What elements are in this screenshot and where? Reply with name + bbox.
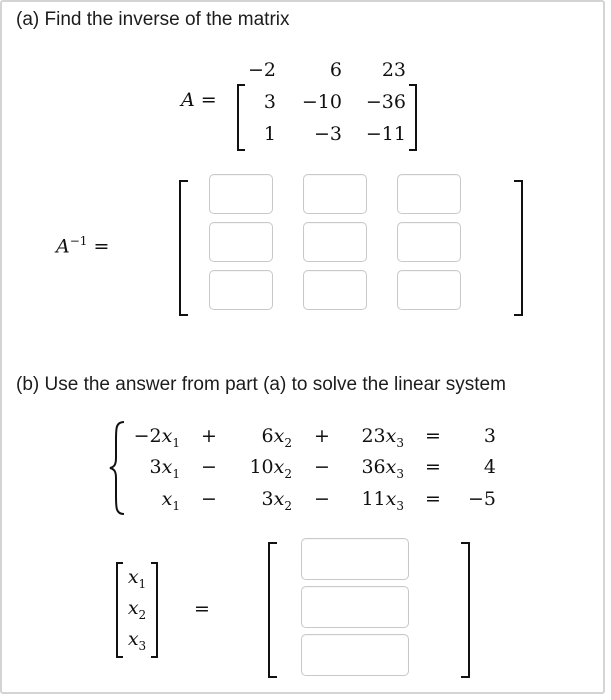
equation-2-term-1: $3x_1$ bbox=[149, 456, 180, 481]
matrix-a-cell: −2 bbox=[247, 59, 276, 81]
matrix-a-cell: −36 bbox=[365, 91, 406, 113]
matrix-a-cell: 23 bbox=[381, 59, 406, 81]
inverse-input-r1c1[interactable] bbox=[209, 174, 273, 214]
inverse-label-exp: −1 bbox=[69, 234, 88, 248]
inverse-label-base: A bbox=[56, 235, 70, 258]
solution-input-x2[interactable] bbox=[301, 586, 409, 628]
matrix-a-cell: 6 bbox=[329, 59, 342, 81]
matrix-a-cell: −3 bbox=[313, 123, 342, 145]
inverse-input-r3c3[interactable] bbox=[397, 270, 461, 310]
equation-3-term-3: $11x_3$ bbox=[361, 488, 404, 513]
inverse-label bbox=[56, 234, 109, 257]
equation-3-op-1: − bbox=[201, 488, 217, 510]
equation-1-rhs: 3 bbox=[483, 425, 496, 447]
inverse-input-r2c2[interactable] bbox=[303, 222, 367, 262]
equation-1-equals: = bbox=[425, 425, 441, 447]
inverse-left-bracket bbox=[179, 180, 188, 316]
variable-x2: $x_2$ bbox=[127, 597, 147, 622]
equation-3-rhs: −5 bbox=[467, 488, 496, 510]
equation-1-op-2: + bbox=[314, 425, 330, 447]
equation-2-equals: = bbox=[425, 456, 441, 478]
equation-1-term-2: $6x_2$ bbox=[261, 425, 292, 450]
equation-1-term-1: $-2x_1$ bbox=[133, 425, 180, 450]
solution-left-bracket bbox=[268, 542, 277, 678]
equation-2-term-3: $36x_3$ bbox=[361, 456, 404, 481]
inverse-label-eq: = bbox=[93, 235, 110, 258]
matrix-a-right-bracket bbox=[409, 84, 417, 151]
matrix-a-cell: −10 bbox=[301, 91, 342, 113]
inverse-input-r1c2[interactable] bbox=[303, 174, 367, 214]
solution-equals: = bbox=[194, 598, 210, 620]
variable-vector-right-bracket bbox=[151, 562, 158, 658]
equation-3-equals: = bbox=[425, 488, 441, 510]
matrix-a-cell: −11 bbox=[365, 123, 406, 145]
inverse-right-bracket bbox=[514, 180, 523, 316]
equation-2-term-2: $10x_2$ bbox=[249, 456, 292, 481]
solution-right-bracket bbox=[461, 542, 470, 678]
inverse-input-r3c2[interactable] bbox=[303, 270, 367, 310]
equation-3-op-2: − bbox=[314, 488, 330, 510]
equation-2-rhs: 4 bbox=[483, 456, 496, 478]
inverse-input-r2c1[interactable] bbox=[209, 222, 273, 262]
part-a-prompt: (a) Find the inverse of the matrix bbox=[16, 9, 290, 30]
inverse-input-r2c3[interactable] bbox=[397, 222, 461, 262]
matrix-a-cell: 3 bbox=[263, 91, 276, 113]
part-b-prompt: (b) Use the answer from part (a) to solve the linear system bbox=[16, 374, 506, 395]
variable-x1: $x_1$ bbox=[127, 566, 147, 591]
matrix-a-cell: 1 bbox=[263, 123, 276, 145]
equation-3-term-1: $x_1$ bbox=[161, 488, 180, 513]
inverse-input-r3c1[interactable] bbox=[209, 270, 273, 310]
equation-1-op-1: + bbox=[201, 425, 217, 447]
inverse-input-r1c3[interactable] bbox=[397, 174, 461, 214]
solution-input-x1[interactable] bbox=[301, 538, 409, 580]
equation-3-term-2: $3x_2$ bbox=[261, 488, 292, 513]
solution-input-x3[interactable] bbox=[301, 634, 409, 676]
variable-x3: $x_3$ bbox=[127, 628, 147, 653]
equation-1-term-3: $23x_3$ bbox=[361, 425, 404, 450]
equation-2-op-1: − bbox=[201, 456, 217, 478]
matrix-a-label: A = bbox=[181, 89, 217, 111]
equation-2-op-2: − bbox=[314, 456, 330, 478]
